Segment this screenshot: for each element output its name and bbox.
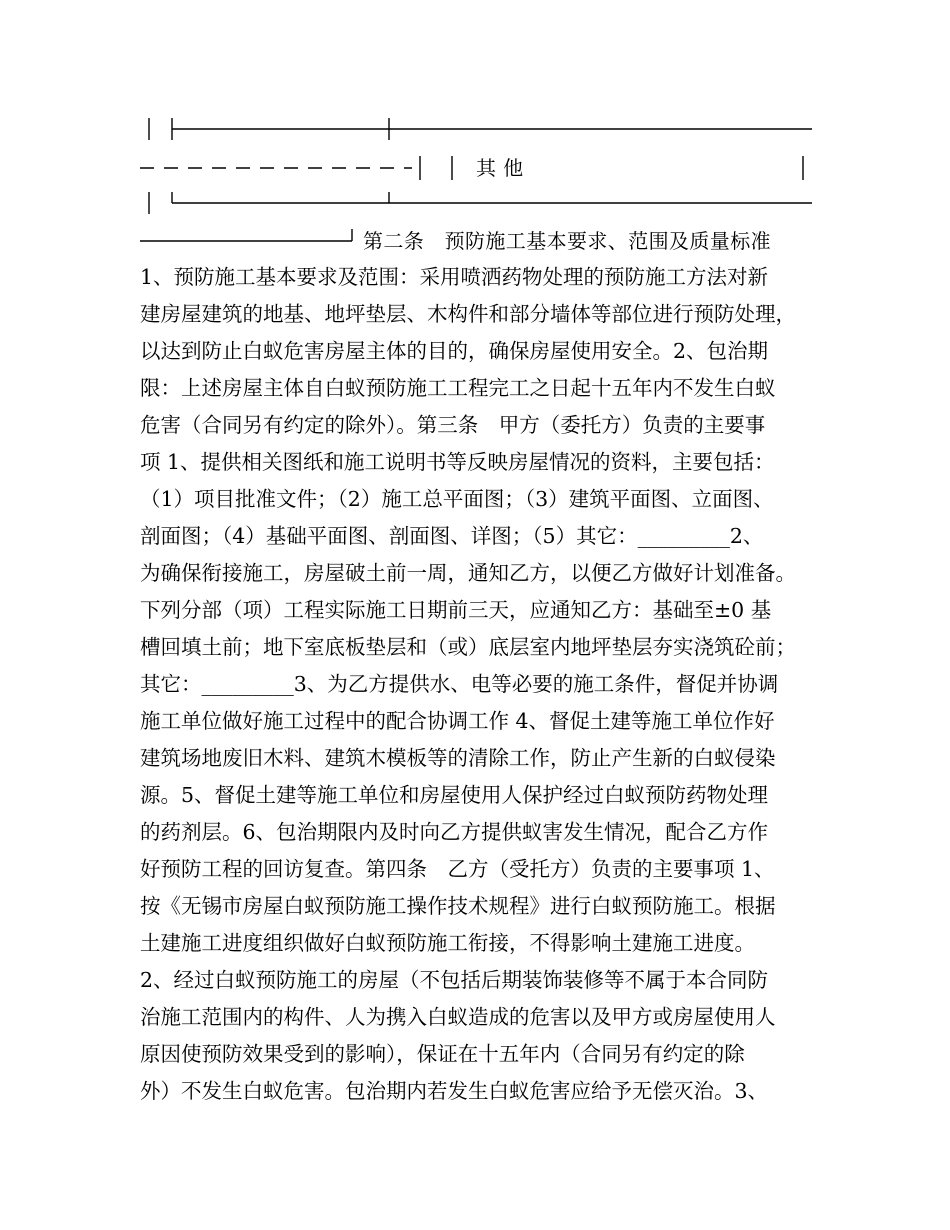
text-line: 治施工范围内的构件、人为携入白蚁造成的危害以及甲方或房屋使用人 (140, 1005, 776, 1029)
text-line: 好预防工程的回访复查。第四条 乙方（受托方）负责的主要事项 1、 (140, 857, 775, 881)
text-line: 外）不发生白蚁危害。包治期内若发生白蚁危害应给予无偿灭治。3、 (140, 1079, 769, 1103)
text-line: 的药剂层。6、包治期限内及时向乙方提供蚁害发生情况，配合乙方作 (140, 820, 769, 844)
text-line: 施工单位做好施工过程中的配合协调工作 4、督促土建等施工单位作好 (140, 709, 775, 733)
text-line: 源。5、督促土建等施工单位和房屋使用人保护经过白蚁预防药物处理 (140, 783, 769, 807)
text-line: 下列分部（项）工程实际施工日期前三天，应通知乙方：基础至±0 基 (140, 598, 772, 622)
text-line: 危害（合同另有约定的除外）。第三条 甲方（委托方）负责的主要事 (140, 413, 766, 437)
table-borders (0, 0, 950, 260)
section-heading-article-2: 第二条 预防施工基本要求、范围及质量标准 (363, 229, 771, 253)
table-cell-other: 其 他 (476, 156, 524, 180)
text-line: 建筑场地废旧木料、建筑木模板等的清除工作，防止产生新的白蚁侵染 (140, 746, 776, 770)
text-line: 2、经过白蚁预防施工的房屋（不包括后期装饰装修等不属于本合同防 (140, 968, 769, 992)
text-line: 1、预防施工基本要求及范围：采用喷洒药物处理的预防施工方法对新 (140, 265, 769, 289)
text-line: 土建施工进度组织做好白蚁预防施工衔接，不得影响土建施工进度。 (140, 931, 755, 955)
text-line: （1）项目批准文件；（2）施工总平面图；（3）建筑平面图、立面图、 (140, 487, 774, 511)
text-line: 按《无锡市房屋白蚁预防施工操作技术规程》进行白蚁预防施工。根据 (140, 894, 776, 918)
text-line: 其它：_________3、为乙方提供水、电等必要的施工条件，督促并协调 (140, 672, 779, 696)
text-line: 限：上述房屋主体自白蚁预防施工工程完工之日起十五年内不发生白蚁 (140, 376, 776, 400)
text-line: 原因使预防效果受到的影响），保证在十五年内（合同另有约定的除 (140, 1042, 745, 1066)
text-line: 为确保衔接施工，房屋破土前一周，通知乙方，以便乙方做好计划准备。 (140, 561, 796, 585)
text-line: 项 1、提供相关图纸和施工说明书等反映房屋情况的资料，主要包括： (140, 450, 775, 474)
text-line: 剖面图；（4）基础平面图、剖面图、详图；（5）其它：_________2、 (140, 524, 764, 548)
text-line: 以达到防止白蚁危害房屋主体的目的，确保房屋使用安全。2、包治期 (140, 339, 769, 363)
text-line: 建房屋建筑的地基、地坪垫层、木构件和部分墙体等部位进行预防处理， (140, 302, 796, 326)
text-line: 槽回填土前；地下室底板垫层和（或）底层室内地坪垫层夯实浇筑砼前； (140, 635, 796, 659)
